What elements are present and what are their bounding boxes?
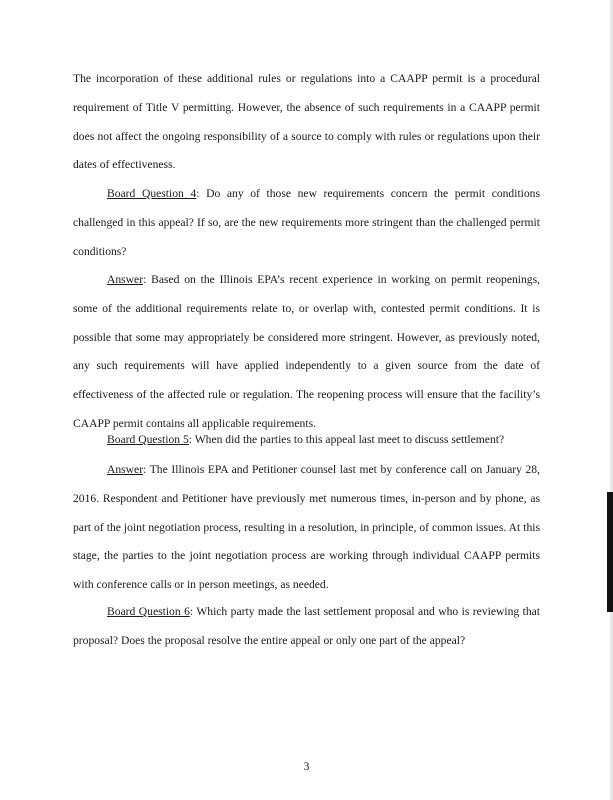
paragraph-intro	[73, 65, 540, 180]
paragraph-board-question-5	[73, 426, 540, 455]
paragraph-board-question-6	[73, 598, 540, 656]
scan-edge-mark	[607, 492, 613, 612]
paragraph-answer-4	[73, 266, 540, 439]
answer-5-label: Answer	[107, 463, 144, 476]
answer-4-text: : Based on the Illinois EPA’s recent experience in working on permit reopenings, some of the additional requirements relate to, or overlap with, contested permit conditions. It is possible that some may appropriately be considered more stringent. However, as previously noted, any such requirements will have applied independently to a given source from the date of effectiveness of the affected rule or regulation. The reopening process will ensure that the facility’s CAAPP permit contains all applicable requirements.	[73, 273, 540, 430]
paragraph-answer-5	[73, 456, 540, 600]
board-question-5-text: : When did the parties to this appeal last meet to discuss settlement?	[188, 433, 505, 446]
page-number: 3	[303, 760, 310, 773]
board-question-4-text: : Do any of those new requirements concern the permit conditions challenged in this appeal? If so, are the new requirements more stringent than the challenged permit conditions?	[73, 187, 540, 258]
paragraph-text: The incorporation of these additional rules or regulations into a CAAPP permit is a procedural requirement of Title V permitting. However, the absence of such requirements in a CAAPP permit does not affect the ongoing responsibility of a source to comply with rules or regulations upon their dates of effectiveness.	[73, 72, 540, 172]
board-question-6-text: : Which party made the last settlement proposal and who is reviewing that proposal? Does the proposal resolve the entire appeal or only one part of the appeal?	[73, 605, 540, 647]
board-question-6-label: Board Question 6	[107, 605, 190, 618]
board-question-4-label: Board Question 4	[107, 187, 197, 200]
paragraph-board-question-4	[73, 180, 540, 266]
board-question-5-label: Board Question 5	[107, 433, 189, 446]
answer-5-text: : The Illinois EPA and Petitioner counsel last met by conference call on January 28, 2016. Respondent and Petitioner have previously met numerous times, in-person and by phone, as part of the joint negotiation process, resulting in a resolution, in principle, of common issues. At this stage, the parties to the joint negotiation process are working through individual CAAPP permits with conference calls or in person meetings, as needed.	[73, 463, 540, 592]
answer-4-label: Answer	[107, 273, 144, 286]
